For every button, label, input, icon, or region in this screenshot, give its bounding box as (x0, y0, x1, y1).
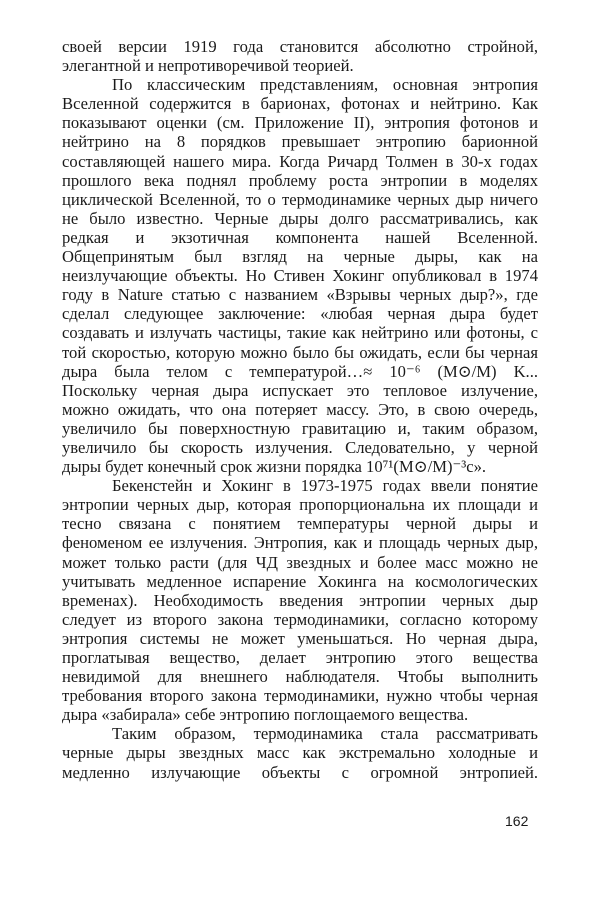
text-line: может только расти (для ЧД звездных и более масс можно не (62, 552, 538, 572)
text-line: черные дыры звездных масс как экстремально холодные и (62, 743, 538, 763)
text-line: элегантной и непротиворечивой теорией. (62, 56, 354, 76)
text-line: увеличило бы поверхностную гравитацию и, таким образом, (62, 418, 538, 438)
text-line: неизлучающие объекты. Но Стивен Хокинг опубликовал в 1974 (62, 266, 538, 286)
text-line: дыра «забирала» себе энтропию поглощаемого вещества. (62, 705, 469, 725)
text-line: энтропии черных дыр, которая пропорциональна их площади и (62, 495, 538, 515)
formula-line: дыры будет конечный срок жизни порядка 10⁷¹(M⊙/M)⁻³c». (62, 457, 487, 477)
paragraph-start-line: По классическим представлениям, основная энтропия (112, 75, 538, 95)
text-line: тесно связана с понятием температуры черной дыры и (62, 514, 538, 534)
text-line: показывают оценки (см. Приложение II), энтропия фотонов и (62, 113, 538, 133)
text-line: создавать и излучать частицы, такие как нейтрино или фотоны, с (62, 323, 538, 343)
text-line: той скоростью, которую можно было бы ожидать, если бы черная (62, 342, 538, 362)
text-line: нейтрино на 8 порядков превышает энтропию барионной (62, 132, 538, 152)
text-line: сделал следующее заключение: «любая черная дыра будет (62, 304, 538, 324)
text-line: временах). Необходимость введения энтропии черных дыр (62, 590, 538, 610)
text-line: следует из второго закона термодинамики, согласно которому (62, 609, 538, 629)
formula-line: дыра была телом с температурой…≈ 10⁻⁶ (M⊙/M) K... (62, 361, 538, 381)
body-text (62, 37, 538, 782)
text-line: Вселенной содержится в барионах, фотонах и нейтрино. Как (62, 94, 538, 114)
text-line: требования второго закона термодинамики, нужно чтобы черная (62, 686, 538, 706)
text-line: циклической Вселенной, то о термодинамике черных дыр ничего (62, 189, 538, 209)
paragraph-start-line: Бекенстейн и Хокинг в 1973-1975 годах ввели понятие (112, 476, 538, 496)
text-line: проглатывая вещество, делает энтропию этого вещества (62, 648, 538, 667)
text-line: своей версии 1919 года становится абсолютно стройной, (62, 37, 538, 56)
text-line: Поскольку черная дыра испускает это тепловое излучение, (62, 380, 538, 400)
text-line: Общепринятым был взгляд на черные дыры, как на (62, 247, 538, 267)
text-line: энтропия системы не может уменьшаться. Но черная дыра, (62, 628, 538, 648)
text-line: прошлого века поднял проблему роста энтропии в моделях (62, 170, 538, 190)
text-line: можно ожидать, что она потеряет массу. Это, в свою очередь, (62, 399, 538, 419)
text-line: невидимой для внешнего наблюдателя. Чтобы выполнить (62, 667, 538, 687)
paragraph-start-line: Таким образом, термодинамика стала рассматривать (112, 724, 538, 744)
text-line: учитывать медленное испарение Хокинга на космологических (62, 571, 538, 591)
text-line: увеличило бы скорость излучения. Следовательно, у черной (62, 437, 538, 457)
text-line: медленно излучающие объекты с огромной энтропией. (62, 762, 538, 782)
text-line: феноменом ее излучения. Энтропия, как и площадь черных дыр, (62, 533, 538, 553)
page-number: 162 (505, 813, 529, 829)
text-line: году в Nature статью с названием «Взрывы черных дыр?», где (62, 285, 538, 305)
text-line: не было известно. Черные дыры долго рассматривались, как (62, 208, 538, 228)
text-line: редкая и экзотичная компонента нашей Вселенной. (62, 227, 538, 247)
text-line: составляющей нашего мира. Когда Ричард Толмен в 30-х годах (62, 151, 538, 171)
